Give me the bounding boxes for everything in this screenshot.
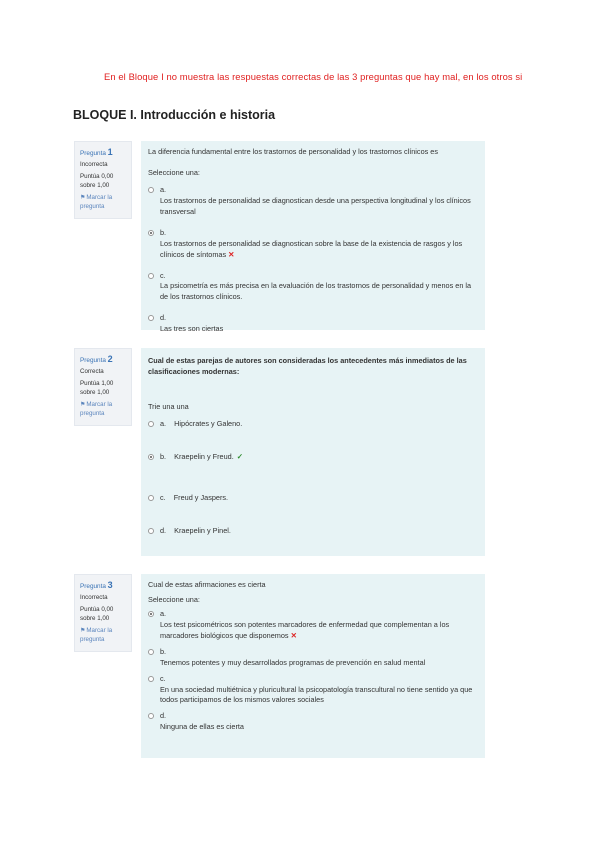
flag-icon: ⚑: [80, 195, 86, 201]
answer-option-b[interactable]: [148, 228, 476, 261]
flag-icon: ⚑: [80, 628, 86, 634]
radio-button-selected[interactable]: [148, 611, 154, 617]
option-text: Tenemos potentes y muy desarrollados programas de prevención en salud mental: [160, 657, 426, 667]
option-text: Kraepelin y Freud.: [174, 451, 234, 461]
incorrect-icon: ✕: [290, 630, 297, 640]
option-text: Los trastornos de personalidad se diagnostican desde una perspectiva longitudinal y los clínicos transversal: [160, 195, 471, 216]
question-number: 3: [107, 580, 113, 590]
question-content-1: [141, 141, 485, 334]
question-content-3: [141, 574, 485, 758]
radio-button[interactable]: [148, 273, 154, 279]
answer-option-a[interactable]: [148, 419, 476, 430]
incorrect-icon: ✕: [228, 249, 235, 259]
flag-label: Marcar la pregunta: [80, 401, 113, 417]
answer-option-c[interactable]: [148, 271, 476, 304]
question-text: Cual de estas afirmaciones es cierta: [148, 580, 266, 589]
question-label: Pregunta: [80, 150, 106, 157]
answer-option-b[interactable]: [148, 647, 476, 669]
answer-option-d[interactable]: [148, 711, 476, 733]
select-prompt: Seleccione una:: [148, 167, 200, 177]
option-letter: d.: [160, 711, 167, 721]
option-letter: a.: [160, 184, 167, 194]
radio-button[interactable]: [148, 421, 154, 427]
answer-option-c[interactable]: [148, 493, 476, 504]
answer-option-c[interactable]: [148, 674, 476, 707]
option-letter: b.: [160, 451, 167, 461]
flag-question-link[interactable]: [80, 401, 127, 419]
question-info-1: [74, 141, 132, 219]
page-title: BLOQUE I. Introducción e historia: [73, 108, 276, 122]
option-text: En una sociedad multiétnica y pluricultural la psicopatología transcultural no tiene sentido ya que todos participamos de los mismos valores sociales: [160, 684, 473, 705]
option-text: Hipócrates y Galeno.: [174, 418, 243, 428]
instructor-note: En el Bloque I no muestra las respuestas correctas de las 3 preguntas que hay mal, en los otros si: [104, 71, 523, 82]
option-letter: c.: [160, 270, 166, 280]
flag-icon: ⚑: [80, 402, 86, 408]
question-state: Incorrecta: [80, 594, 108, 602]
option-text: Los test psicométricos son potentes marcadores de enfermedad que complementan a los marcadores biológicos que disponemos: [160, 619, 450, 640]
answer-option-a[interactable]: [148, 609, 476, 642]
option-text: Los trastornos de personalidad se diagnostican sobre la base de la existencia de rasgos y los clínicos de síntomas: [160, 238, 463, 259]
option-letter: c.: [160, 673, 166, 683]
option-text-wrapper: [160, 239, 476, 261]
option-text-wrapper: [160, 620, 476, 642]
flag-question-link[interactable]: [80, 627, 127, 645]
question-state: Incorrecta: [80, 161, 108, 169]
question-label: Pregunta: [80, 357, 106, 364]
answer-option-d[interactable]: [148, 313, 476, 335]
answer-option-d[interactable]: [148, 526, 476, 537]
option-letter: a.: [160, 608, 167, 618]
select-prompt: Seleccione una:: [148, 594, 200, 604]
answer-option-a[interactable]: [148, 185, 476, 218]
question-info-3: [74, 574, 132, 652]
radio-button[interactable]: [148, 649, 154, 655]
radio-button[interactable]: [148, 676, 154, 682]
question-text: La diferencia fundamental entre los trastornos de personalidad y los trastornos clínicos es: [148, 147, 439, 156]
radio-button-selected[interactable]: [148, 454, 154, 460]
question-info-2: [74, 348, 132, 426]
option-text-wrapper: [174, 452, 243, 461]
question-label: Pregunta: [80, 583, 106, 590]
radio-button[interactable]: [148, 495, 154, 501]
radio-button[interactable]: [148, 315, 154, 321]
question-number: 2: [107, 354, 113, 364]
option-letter: b.: [160, 646, 167, 656]
flag-question-link[interactable]: [80, 194, 127, 212]
option-letter: a.: [160, 418, 167, 428]
flag-label: Marcar la pregunta: [80, 627, 113, 643]
answer-option-b[interactable]: [148, 452, 476, 463]
question-grade: Puntúa 1,00 sobre 1,00: [80, 380, 114, 397]
option-text: Las tres son ciertas: [160, 324, 224, 334]
radio-button[interactable]: [148, 528, 154, 534]
question-state: Correcta: [80, 368, 104, 376]
radio-button-selected[interactable]: [148, 230, 154, 236]
option-text: Freud y Jaspers.: [173, 492, 229, 502]
select-prompt: Trie una una: [148, 401, 189, 411]
question-grade: Puntúa 0,00 sobre 1,00: [80, 606, 114, 623]
option-letter: d.: [160, 525, 167, 535]
radio-button[interactable]: [148, 187, 154, 193]
option-text: La psicometría es más precisa en la evaluación de los trastornos de personalidad y menos en la de los trastornos clínicos.: [160, 281, 472, 302]
option-letter: c.: [160, 492, 166, 502]
radio-button[interactable]: [148, 713, 154, 719]
question-grade: Puntúa 0,00 sobre 1,00: [80, 173, 114, 190]
question-number: 1: [107, 147, 113, 157]
option-text: Ninguna de ellas es cierta: [160, 722, 244, 732]
option-letter: b.: [160, 227, 167, 237]
option-letter: d.: [160, 313, 167, 323]
option-text: Kraepelin y Pinel.: [174, 525, 231, 535]
correct-check-icon: ✓: [236, 451, 243, 461]
question-content-2: [141, 348, 485, 556]
flag-label: Marcar la pregunta: [80, 194, 113, 210]
question-text: Cual de estas parejas de autores son consideradas los antecedentes más inmediatos de las clasificaciones modernas:: [148, 356, 467, 376]
